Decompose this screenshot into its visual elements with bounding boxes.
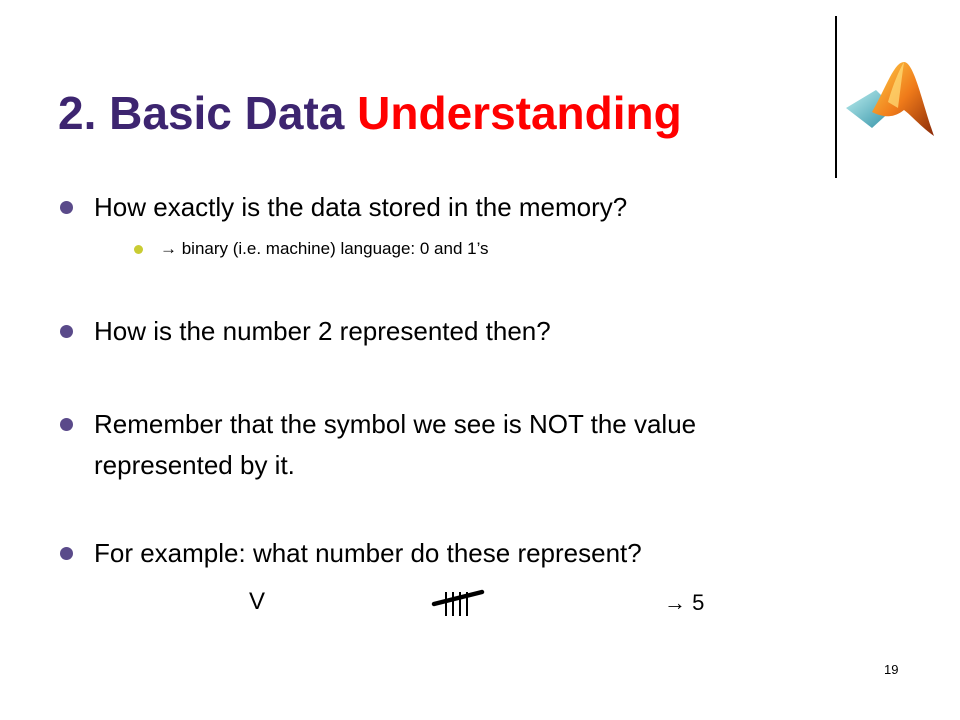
- title-main: 2. Basic Data: [58, 87, 358, 139]
- vertical-divider: [835, 16, 837, 178]
- bullet-dot: [60, 201, 73, 214]
- bullet-dot: [60, 547, 73, 560]
- tally-marks-five-icon: [430, 584, 486, 624]
- roman-numeral: V: [249, 588, 266, 615]
- bullet-text: represented by it.: [94, 450, 295, 480]
- slide-title: [58, 86, 682, 140]
- bullet-text: How exactly is the data stored in the memory?: [94, 192, 628, 222]
- bullet-text: Remember that the symbol we see is NOT the value: [94, 409, 697, 439]
- matlab-logo-icon: [842, 52, 942, 148]
- bullet-dot: [60, 418, 73, 431]
- page-number: 19: [884, 662, 899, 677]
- bullet-dot: [60, 325, 73, 338]
- title-accent: Understanding: [357, 87, 682, 139]
- bullet-text: How is the number 2 represented then?: [94, 316, 551, 346]
- sub-bullet-text: → binary (i.e. machine) language: 0 and 1’s: [160, 239, 489, 258]
- bullet-text: For example: what number do these represent?: [94, 538, 642, 568]
- answer-text: → 5: [664, 590, 705, 615]
- sub-bullet-dot: [134, 245, 143, 254]
